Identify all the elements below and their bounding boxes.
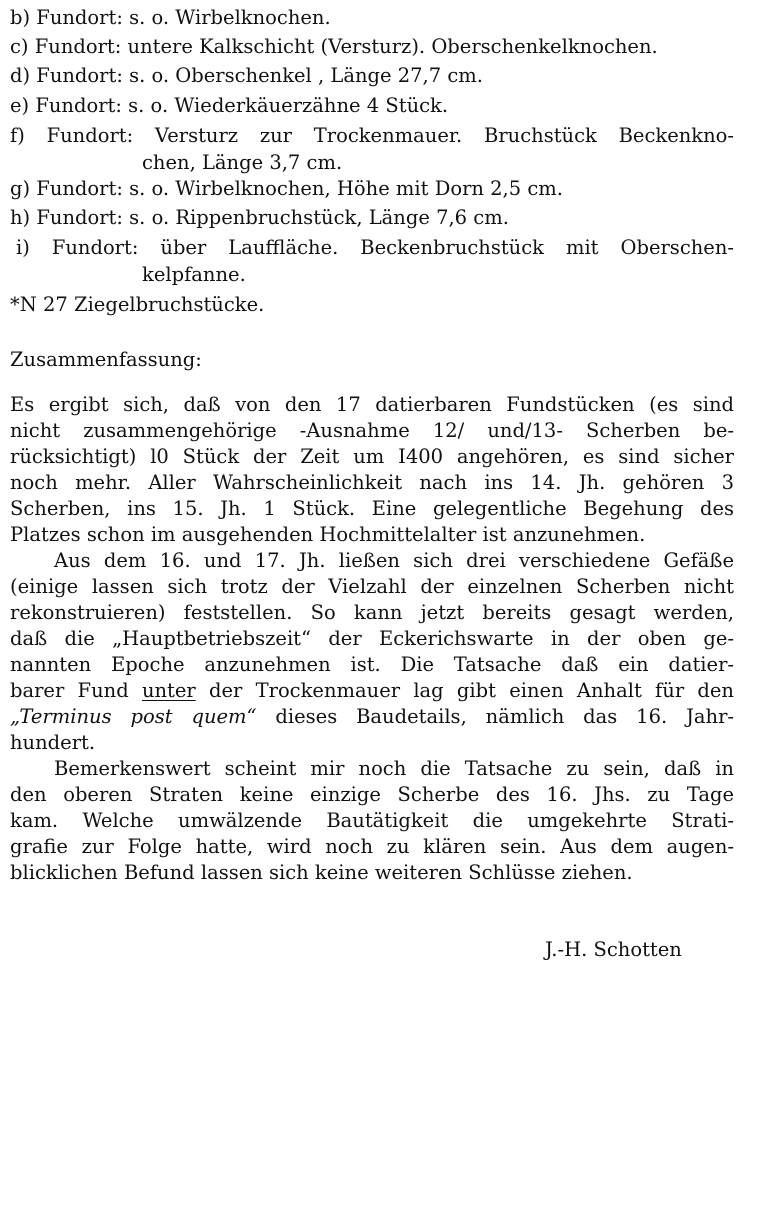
find-item-g: g) Fundort: s. o. Wirbelknochen, Höhe mit Dorn 2,5 cm. [10, 177, 563, 200]
paragraph-2-line: (einige lassen sich trotz der Vielzahl der einzelnen Scherben nicht [10, 575, 734, 598]
paragraph-1-line: rücksichtigt) l0 Stück der Zeit um I400 angehören, es sind sicher [10, 445, 734, 468]
find-item-h: h) Fundort: s. o. Rippenbruchstück, Länge 7,6 cm. [10, 206, 509, 229]
find-item-i-continuation: kelpfanne. [142, 263, 246, 286]
paragraph-3-line: kam. Welche umwälzende Bautätigkeit die umgekehrte Strati- [10, 809, 734, 832]
paragraph-3-line: blicklichen Befund lassen sich keine weiteren Schlüsse ziehen. [10, 861, 633, 884]
find-item-i: i) Fundort: über Lauffläche. Beckenbruchstück mit Oberschen- [16, 236, 734, 259]
section-heading: Zusammenfassung: [10, 348, 202, 371]
find-item-c: c) Fundort: untere Kalkschicht (Versturz). Oberschenkelknochen. [10, 35, 658, 58]
find-item-d: d) Fundort: s. o. Oberschenkel , Länge 27,7 cm. [10, 64, 483, 87]
underlined-word: unter [141, 679, 196, 702]
find-item-f: f) Fundort: Versturz zur Trockenmauer. Bruchstück Beckenkno- [10, 124, 734, 147]
text-run: der Trockenmauer lag gibt einen Anhalt für den [195, 679, 734, 702]
find-note: *N 27 Ziegelbruchstücke. [10, 293, 265, 316]
paragraph-1-line: noch mehr. Aller Wahrscheinlichkeit nach ins 14. Jh. gehören 3 [10, 471, 734, 494]
text-run: dieses Baudetails, nämlich das 16. Jahr- [256, 705, 734, 728]
paragraph-2-line: hundert. [10, 731, 96, 754]
find-item-f-continuation: chen, Länge 3,7 cm. [142, 151, 343, 174]
paragraph-1-line: nicht zusammengehörige -Ausnahme 12/ und/13- Scherben be- [10, 419, 734, 442]
paragraph-2-line: rekonstruieren) feststellen. So kann jetzt bereits gesagt werden, [10, 601, 734, 624]
paragraph-3-line: Bemerkenswert scheint mir noch die Tatsache zu sein, daß in [54, 757, 734, 780]
paragraph-3-line: den oberen Straten keine einzige Scherbe des 16. Jhs. zu Tage [10, 783, 734, 806]
paragraph-2-line: nannten Epoche anzunehmen ist. Die Tatsache daß ein datier- [10, 653, 734, 676]
paragraph-1-line: Es ergibt sich, daß von den 17 datierbaren Fundstücken (es sind [10, 393, 734, 416]
find-item-b: b) Fundort: s. o. Wirbelknochen. [10, 6, 331, 29]
italic-term: „Terminus post quem“ [10, 705, 257, 728]
paragraph-1-line: Scherben, ins 15. Jh. 1 Stück. Eine gelegentliche Begehung des [10, 497, 734, 520]
paragraph-2-line [10, 679, 734, 703]
paragraph-3-line: grafie zur Folge hatte, wird noch zu klären sein. Aus dem augen- [10, 835, 734, 858]
author-signature: J.-H. Schotten [545, 938, 682, 961]
find-item-e: e) Fundort: s. o. Wiederkäuerzähne 4 Stück. [10, 94, 449, 117]
paragraph-2-line: daß die „Hauptbetriebszeit“ der Eckerichswarte in der oben ge- [10, 627, 734, 650]
text-run: barer Fund [10, 679, 142, 702]
paragraph-2-line: Aus dem 16. und 17. Jh. ließen sich drei verschiedene Gefäße [54, 549, 734, 572]
paragraph-1-line: Platzes schon im ausgehenden Hochmittelalter ist anzunehmen. [10, 523, 646, 546]
paragraph-2-line [10, 705, 734, 729]
